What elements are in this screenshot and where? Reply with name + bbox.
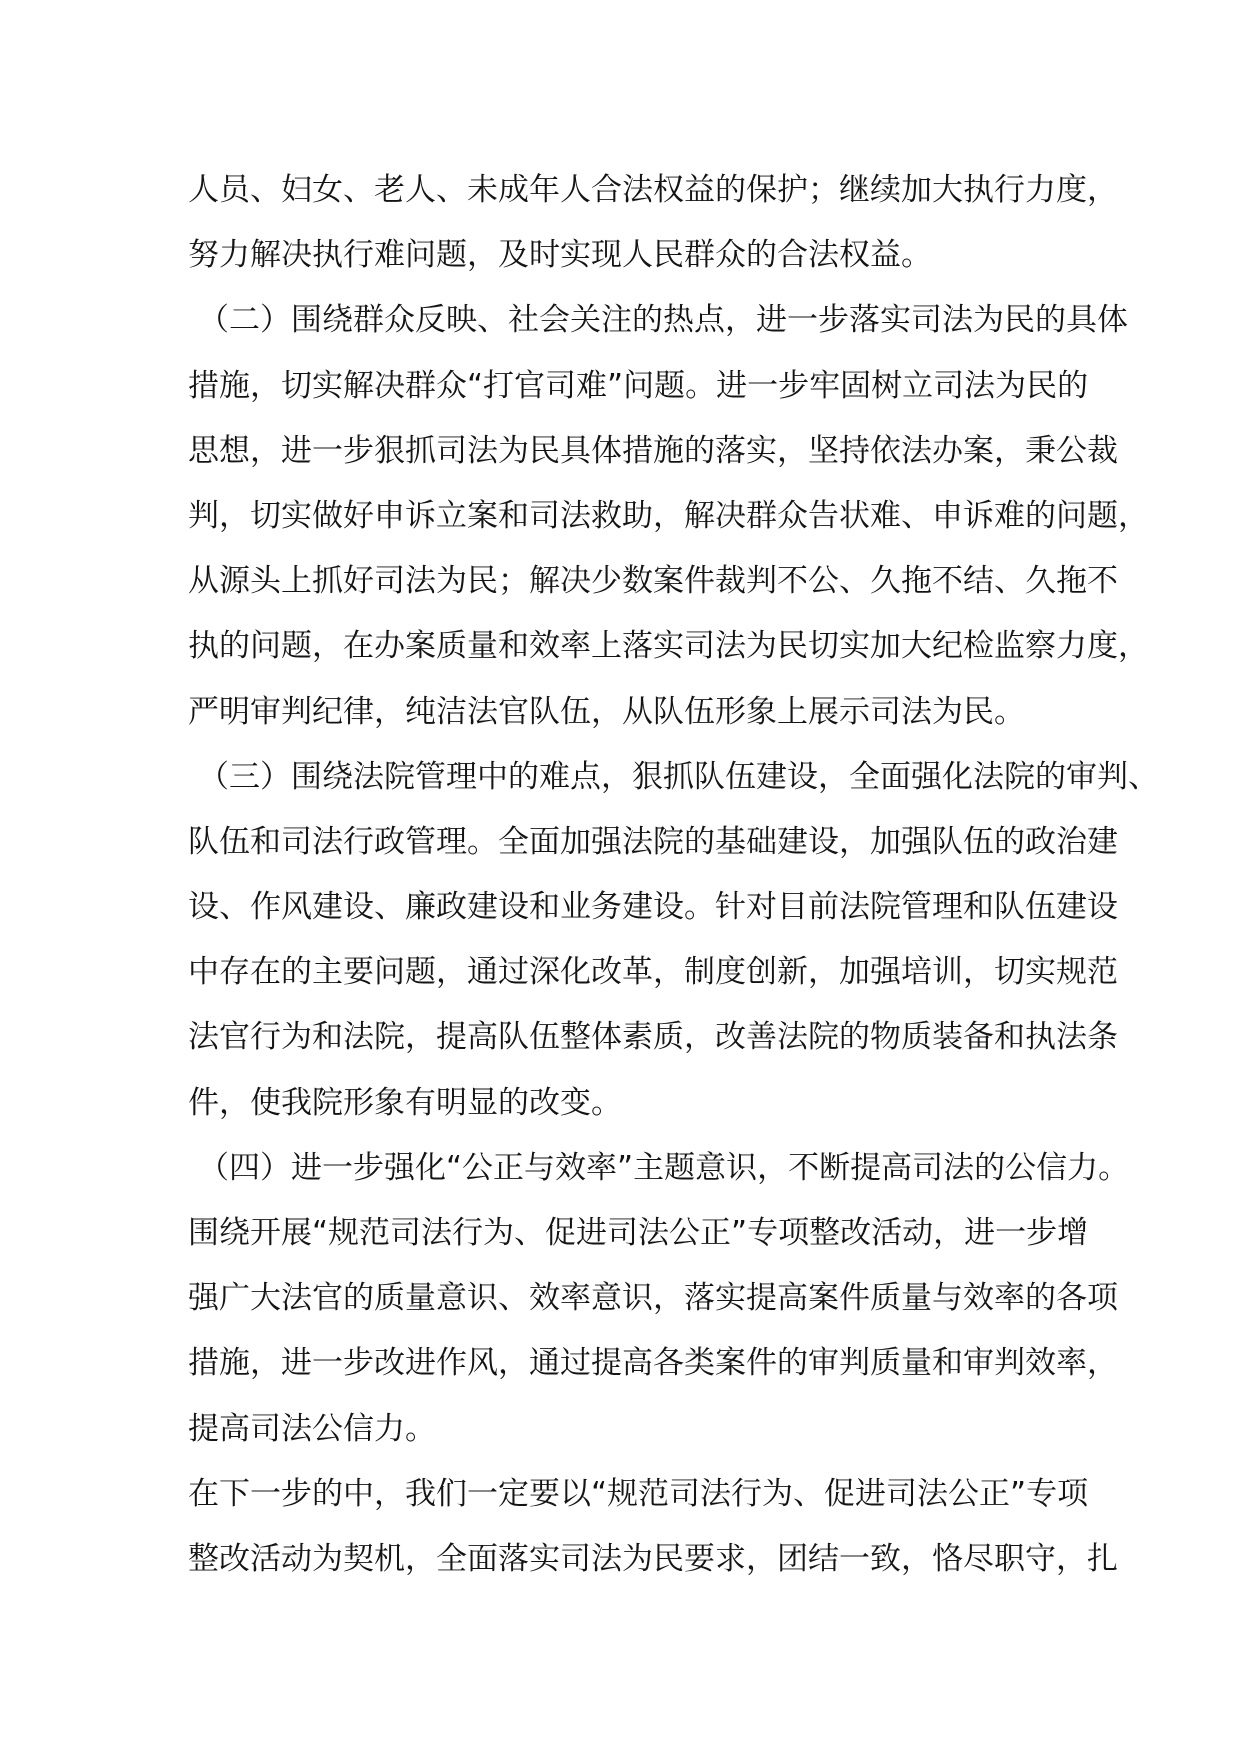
text-line: 整改活动为契机，全面落实司法为民要求，团结一致，恪尽职守，扎	[188, 1540, 1118, 1577]
text-line: 中存在的主要问题，通过深化改革，制度创新，加强培训，切实规范	[188, 954, 1118, 991]
text-line: 提高司法公信力。	[188, 1410, 436, 1447]
body-text	[188, 158, 1159, 1592]
text-line: 人员、妇女、老人、未成年人合法权益的保护；继续加大执行力度，	[188, 172, 1118, 208]
text-line: 措施，切实解决群众“打官司难”问题。进一步牢固树立司法为民的	[188, 367, 1089, 404]
text-line: 件，使我院形象有明显的改变。	[188, 1084, 622, 1121]
text-line: 队伍和司法行政管理。全面加强法院的基础建设，加强队伍的政治建	[188, 823, 1118, 860]
text-line: 法官行为和法院，提高队伍整体素质，改善法院的物质装备和执法条	[188, 1019, 1118, 1056]
text-line: 执的问题，在办案质量和效率上落实司法为民切实加大纪检监察力度，	[188, 628, 1149, 665]
text-line: 思想，进一步狠抓司法为民具体措施的落实，坚持依法办案，秉公裁	[188, 432, 1118, 469]
section-heading-line: （三）围绕法院管理中的难点，狠抓队伍建设，全面强化法院的审判、	[198, 758, 1159, 795]
section-heading-line: （二）围绕群众反映、社会关注的热点，进一步落实司法为民的具体	[198, 302, 1128, 339]
text-line: 从源头上抓好司法为民；解决少数案件裁判不公、久拖不结、久拖不	[188, 563, 1118, 600]
text-line: 在下一步的中，我们一定要以“规范司法行为、促进司法公正”专项	[188, 1475, 1089, 1512]
section-heading-line: （四）进一步强化“公正与效率”主题意识，不断提高司法的公信力。	[198, 1149, 1130, 1186]
text-line: 措施，进一步改进作风，通过提高各类案件的审判质量和审判效率，	[188, 1345, 1118, 1382]
text-line: 判，切实做好申诉立案和司法救助，解决群众告状难、申诉难的问题，	[188, 497, 1149, 534]
text-line: 严明审判纪律，纯洁法官队伍，从队伍形象上展示司法为民。	[188, 693, 1025, 730]
text-line: 围绕开展“规范司法行为、促进司法公正”专项整改活动，进一步增	[188, 1215, 1089, 1251]
text-line: 强广大法官的质量意识、效率意识，落实提高案件质量与效率的各项	[188, 1280, 1118, 1317]
text-line: 努力解决执行难问题，及时实现人民群众的合法权益。	[188, 237, 932, 274]
text-line: 设、作风建设、廉政建设和业务建设。针对目前法院管理和队伍建设	[188, 889, 1118, 926]
